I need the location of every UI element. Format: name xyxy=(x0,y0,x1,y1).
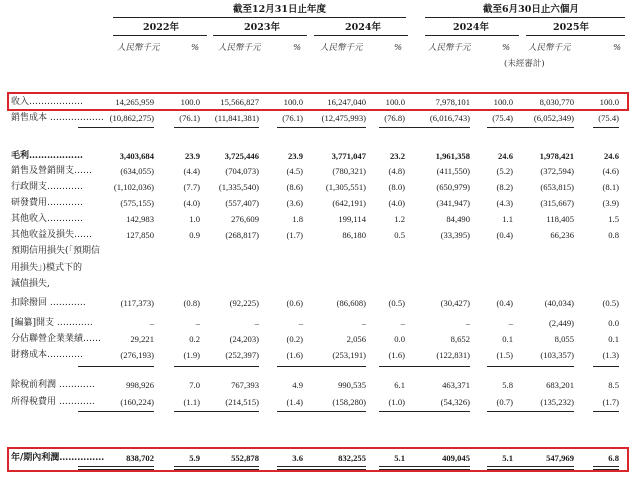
percent-cell: (1.1) xyxy=(183,397,200,407)
subtotal-rule xyxy=(498,366,574,367)
header-rule-year xyxy=(113,17,406,18)
amount-cell: 15,566,827 xyxy=(220,97,259,107)
amount-cell: 463,371 xyxy=(442,380,470,390)
amount-cell: 998,926 xyxy=(126,380,154,390)
percent-cell: 0.0 xyxy=(608,318,619,328)
row-label: 收入……………… xyxy=(11,97,84,107)
amount-cell: 1,978,421 xyxy=(539,151,574,161)
amount-cell: 199,114 xyxy=(338,214,366,224)
subtotal-rule xyxy=(183,127,259,128)
total-double-rule xyxy=(498,466,574,467)
year-header: 2022年 xyxy=(143,22,179,33)
percent-cell: 23.9 xyxy=(184,151,200,161)
subtotal-rule xyxy=(394,127,470,128)
amount-cell: (575,155) xyxy=(120,198,154,208)
period-header-year: 截至12月31日止年度 xyxy=(233,4,326,15)
amount-cell: (54,326) xyxy=(440,397,470,407)
subtotal-rule xyxy=(394,411,470,412)
row-label: 所得稅費用 ………… xyxy=(11,397,95,407)
amount-cell: 14,265,959 xyxy=(115,97,154,107)
amount-cell: (11,841,381) xyxy=(214,113,259,123)
subtotal-rule xyxy=(498,411,574,412)
amount-cell: 16,247,040 xyxy=(327,97,366,107)
row-label: 扣除撥回 ………… xyxy=(11,298,86,308)
percent-cell: (0.8) xyxy=(183,298,200,308)
amount-cell: (135,232) xyxy=(540,397,574,407)
percent-cell: 0.9 xyxy=(189,230,200,240)
row-label: 研發費用………… xyxy=(11,198,84,208)
amount-cell: 2,056 xyxy=(346,334,366,344)
amount-cell: 767,393 xyxy=(231,380,259,390)
percent-cell: 100.0 xyxy=(180,97,200,107)
amount-cell: (557,407) xyxy=(225,198,259,208)
percent-unit: % xyxy=(293,43,302,53)
percent-cell: 5.1 xyxy=(502,453,513,463)
year-header: 2025年 xyxy=(553,22,589,33)
total-double-rule xyxy=(290,466,366,467)
percent-cell: 3.6 xyxy=(292,453,303,463)
row-label: 用損失」)模式下的 xyxy=(11,263,83,273)
percent-cell: 100.0 xyxy=(493,97,513,107)
year-header: 2023年 xyxy=(244,22,280,33)
subtotal-rule xyxy=(593,366,619,367)
row-label: 除稅前利潤 ………… xyxy=(11,380,95,390)
percent-cell: 23.9 xyxy=(287,151,303,161)
percent-cell: (0.4) xyxy=(496,230,513,240)
percent-cell: (1.7) xyxy=(286,230,303,240)
currency-unit: 人民幣千元 xyxy=(320,43,363,53)
row-label: 減值損失, xyxy=(11,279,50,289)
amount-cell: 127,850 xyxy=(126,230,154,240)
percent-cell: (75.4) xyxy=(492,113,513,123)
percent-cell: 1.5 xyxy=(608,214,619,224)
amount-cell: (40,034) xyxy=(544,298,574,308)
percent-cell: 23.2 xyxy=(389,151,405,161)
percent-cell: (76.1) xyxy=(282,113,303,123)
row-label: 分佔聯營企業業績…… xyxy=(11,334,102,344)
amount-cell: – xyxy=(465,318,470,328)
unaudited-note: (未經審計) xyxy=(504,59,545,69)
row-label: 其他收益及損失…… xyxy=(11,230,93,240)
amount-cell: 8,652 xyxy=(450,334,470,344)
amount-cell: (158,280) xyxy=(332,397,366,407)
percent-cell: (8.2) xyxy=(496,182,513,192)
percent-cell: 0.0 xyxy=(394,334,405,344)
amount-cell: (653,815) xyxy=(540,182,574,192)
amount-cell: (268,817) xyxy=(225,230,259,240)
percent-cell: 0.8 xyxy=(608,230,619,240)
percent-cell: 0.1 xyxy=(608,334,619,344)
total-double-rule xyxy=(78,466,154,467)
percent-cell: 100.0 xyxy=(385,97,405,107)
amount-cell: 142,983 xyxy=(126,214,154,224)
subtotal-rule xyxy=(290,366,366,367)
amount-cell: (315,667) xyxy=(540,198,574,208)
amount-cell: 552,878 xyxy=(231,453,259,463)
subtotal-rule xyxy=(78,411,154,412)
header-rule-half xyxy=(425,17,625,18)
row-label: 毛利……………… xyxy=(11,151,84,161)
total-double-rule xyxy=(183,469,259,470)
percent-cell: (7.7) xyxy=(183,182,200,192)
percent-unit: % xyxy=(502,43,511,53)
amount-cell: 86,180 xyxy=(342,230,366,240)
row-label: 銷售及營銷開支…… xyxy=(11,166,93,176)
percent-cell: 24.6 xyxy=(603,151,619,161)
percent-cell: (76.8) xyxy=(384,113,405,123)
amount-cell: (650,979) xyxy=(436,182,470,192)
subtotal-rule xyxy=(498,127,574,128)
percent-cell: (4.6) xyxy=(602,166,619,176)
row-label: 銷售成本 ……………… xyxy=(11,113,104,123)
percent-cell: (0.2) xyxy=(286,334,303,344)
percent-cell: 1.0 xyxy=(189,214,200,224)
percent-cell: (4.0) xyxy=(388,198,405,208)
amount-cell: (24,203) xyxy=(229,334,259,344)
percent-cell: (1.5) xyxy=(496,350,513,360)
amount-cell: (117,373) xyxy=(120,298,154,308)
total-double-rule xyxy=(183,466,259,467)
percent-cell: 1.2 xyxy=(394,214,405,224)
amount-cell: 1,961,358 xyxy=(435,151,470,161)
year-rule xyxy=(113,35,207,36)
amount-cell: 29,221 xyxy=(130,334,154,344)
percent-cell: 0.1 xyxy=(502,334,513,344)
percent-cell: 5.9 xyxy=(189,453,200,463)
percent-cell: (8.6) xyxy=(286,182,303,192)
row-label: 預期信用損失(「預期信 xyxy=(11,246,101,256)
percent-cell: 5.8 xyxy=(502,380,513,390)
percent-cell: (0.4) xyxy=(496,298,513,308)
amount-cell: (252,397) xyxy=(225,350,259,360)
amount-cell: (10,862,275) xyxy=(109,113,154,123)
amount-cell: (103,357) xyxy=(540,350,574,360)
amount-cell: 409,045 xyxy=(442,453,470,463)
amount-cell: 547,969 xyxy=(546,453,574,463)
total-double-rule xyxy=(593,466,619,467)
row-label: [編纂]開支 ………… xyxy=(11,318,93,328)
total-double-rule xyxy=(394,469,470,470)
row-label: 年/期內利潤…………… xyxy=(11,453,105,463)
percent-cell: (4.4) xyxy=(183,166,200,176)
amount-cell: (92,225) xyxy=(229,298,259,308)
percent-cell: 6.1 xyxy=(394,380,405,390)
percent-cell: (0.5) xyxy=(602,298,619,308)
amount-cell: 3,403,684 xyxy=(119,151,154,161)
percent-cell: 100.0 xyxy=(283,97,303,107)
total-double-rule xyxy=(593,469,619,470)
percent-cell: (8.0) xyxy=(388,182,405,192)
row-label: 其他收入………… xyxy=(11,214,84,224)
amount-cell: (33,395) xyxy=(440,230,470,240)
amount-cell: 838,702 xyxy=(126,453,154,463)
amount-cell: (780,321) xyxy=(332,166,366,176)
percent-cell: (1.9) xyxy=(183,350,200,360)
amount-cell: 276,609 xyxy=(231,214,259,224)
amount-cell: (2,449) xyxy=(548,318,574,328)
amount-cell: (411,550) xyxy=(436,166,470,176)
amount-cell: 683,201 xyxy=(546,380,574,390)
percent-cell: 1.8 xyxy=(292,214,303,224)
percent-cell: 0.2 xyxy=(189,334,200,344)
amount-cell: 66,236 xyxy=(550,230,574,240)
amount-cell: (1,335,540) xyxy=(218,182,259,192)
percent-cell: (1.0) xyxy=(388,397,405,407)
total-double-rule xyxy=(78,469,154,470)
percent-unit: % xyxy=(613,43,622,53)
amount-cell: 8,055 xyxy=(554,334,574,344)
percent-cell: (1.4) xyxy=(286,397,303,407)
subtotal-rule xyxy=(78,366,154,367)
row-label: 財務成本………… xyxy=(11,350,84,360)
percent-cell: – xyxy=(298,318,303,328)
percent-cell: – xyxy=(508,318,513,328)
amount-cell: (341,947) xyxy=(436,198,470,208)
percent-cell: (5.2) xyxy=(496,166,513,176)
subtotal-rule xyxy=(290,127,366,128)
subtotal-rule xyxy=(78,127,154,128)
percent-cell: (0.7) xyxy=(496,397,513,407)
percent-cell: (4.8) xyxy=(388,166,405,176)
percent-cell: (0.6) xyxy=(286,298,303,308)
amount-cell: 7,978,101 xyxy=(435,97,470,107)
amount-cell: 3,725,446 xyxy=(224,151,259,161)
row-label: 行政開支………… xyxy=(11,182,84,192)
amount-cell: 118,405 xyxy=(546,214,574,224)
percent-cell: 7.0 xyxy=(189,380,200,390)
year-header: 2024年 xyxy=(453,22,489,33)
year-rule xyxy=(314,35,408,36)
amount-cell: (86,608) xyxy=(336,298,366,308)
percent-cell: (8.1) xyxy=(602,182,619,192)
percent-cell: 24.6 xyxy=(497,151,513,161)
percent-cell: (0.5) xyxy=(388,298,405,308)
amount-cell: (276,193) xyxy=(120,350,154,360)
total-double-rule xyxy=(290,469,366,470)
percent-cell: (75.4) xyxy=(598,113,619,123)
amount-cell: (122,831) xyxy=(436,350,470,360)
percent-cell: 6.8 xyxy=(608,453,619,463)
percent-cell: (4.3) xyxy=(496,198,513,208)
percent-cell: (1.7) xyxy=(602,397,619,407)
amount-cell: (6,052,349) xyxy=(533,113,574,123)
period-header-half: 截至6月30日止六個月 xyxy=(483,4,579,15)
amount-cell: (1,102,036) xyxy=(113,182,154,192)
amount-cell: – xyxy=(254,318,259,328)
percent-cell: 100.0 xyxy=(599,97,619,107)
amount-cell: (1,305,551) xyxy=(325,182,366,192)
total-double-rule xyxy=(498,469,574,470)
year-rule xyxy=(425,35,519,36)
amount-cell: (372,594) xyxy=(540,166,574,176)
percent-cell: – xyxy=(195,318,200,328)
percent-cell: (1.6) xyxy=(388,350,405,360)
currency-unit: 人民幣千元 xyxy=(117,43,160,53)
amount-cell: (30,427) xyxy=(440,298,470,308)
amount-cell: – xyxy=(361,318,366,328)
percent-cell: (1.6) xyxy=(286,350,303,360)
subtotal-rule xyxy=(593,127,619,128)
year-rule xyxy=(213,35,307,36)
currency-unit: 人民幣千元 xyxy=(528,43,571,53)
subtotal-rule xyxy=(593,411,619,412)
percent-cell: (3.9) xyxy=(602,198,619,208)
year-header: 2024年 xyxy=(345,22,381,33)
amount-cell: (704,073) xyxy=(225,166,259,176)
subtotal-rule xyxy=(183,411,259,412)
percent-unit: % xyxy=(191,43,200,53)
percent-cell: 1.1 xyxy=(502,214,513,224)
percent-cell: – xyxy=(400,318,405,328)
amount-cell: 832,255 xyxy=(338,453,366,463)
percent-cell: (76.1) xyxy=(179,113,200,123)
amount-cell: (12,475,993) xyxy=(321,113,366,123)
amount-cell: 8,030,770 xyxy=(539,97,574,107)
amount-cell: 84,490 xyxy=(446,214,470,224)
amount-cell: 990,535 xyxy=(338,380,366,390)
percent-cell: 4.9 xyxy=(292,380,303,390)
currency-unit: 人民幣千元 xyxy=(218,43,261,53)
subtotal-rule xyxy=(290,411,366,412)
subtotal-rule xyxy=(394,366,470,367)
percent-cell: (1.3) xyxy=(602,350,619,360)
year-rule xyxy=(526,35,625,36)
amount-cell: (6,016,743) xyxy=(429,113,470,123)
total-double-rule xyxy=(394,466,470,467)
amount-cell: (160,224) xyxy=(120,397,154,407)
amount-cell: (214,515) xyxy=(225,397,259,407)
amount-cell: – xyxy=(149,318,154,328)
percent-cell: 5.1 xyxy=(394,453,405,463)
amount-cell: 3,771,047 xyxy=(331,151,366,161)
percent-cell: (3.6) xyxy=(286,198,303,208)
percent-cell: 0.5 xyxy=(394,230,405,240)
percent-cell: (4.0) xyxy=(183,198,200,208)
amount-cell: (253,191) xyxy=(332,350,366,360)
percent-cell: 8.5 xyxy=(608,380,619,390)
percent-unit: % xyxy=(394,43,403,53)
amount-cell: (642,191) xyxy=(332,198,366,208)
subtotal-rule xyxy=(183,366,259,367)
percent-cell: (4.5) xyxy=(286,166,303,176)
amount-cell: (634,055) xyxy=(120,166,154,176)
currency-unit: 人民幣千元 xyxy=(428,43,471,53)
